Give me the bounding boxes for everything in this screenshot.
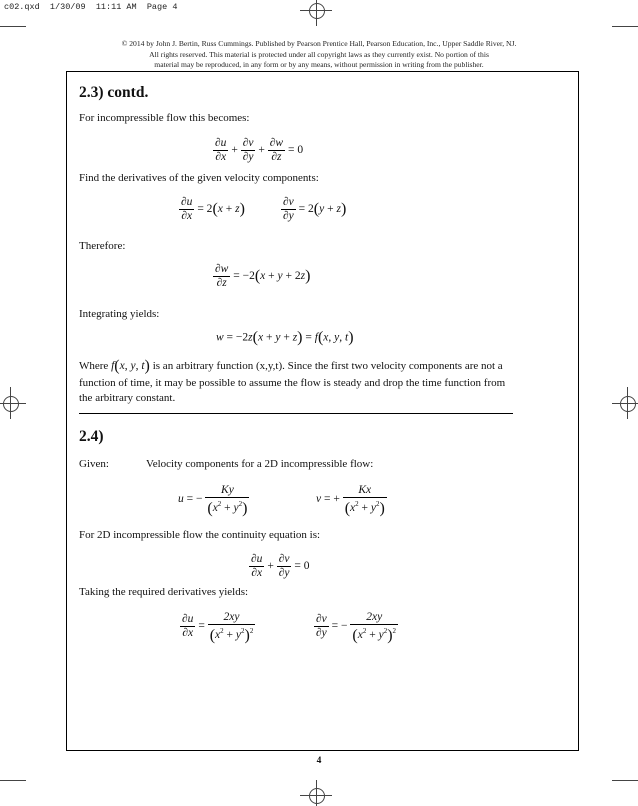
copyright-line: All rights reserved. This material is protected under all copyright laws as they currently exist. No portion of this bbox=[149, 49, 489, 59]
paragraph: Taking the required derivatives yields: bbox=[79, 586, 249, 598]
u-velocity-equation: u = − $\frac{Ky}{(x^2 + y^2)}$ bbox=[178, 484, 248, 517]
copyright-line: © 2014 by John J. Bertin, Russ Cummings. Published by Pearson Prentice Hall, Pearson Education, Inc., Upper Saddle River, NJ. bbox=[121, 39, 517, 48]
registration-mark bbox=[309, 3, 325, 19]
dv-dy-2d-equation: $\frac{\partial v}{\partial y}$ = − $\frac{2xy}{(x^2 + y^2)^2}$ bbox=[316, 611, 397, 644]
dv-dy-equation: $\frac{\partial v}{\partial y}$ = 2(y + z) bbox=[283, 196, 347, 222]
given-label: Given: bbox=[79, 458, 109, 470]
section-heading-2-3: 2.3) contd. bbox=[79, 84, 149, 101]
paragraph: Integrating yields: bbox=[79, 308, 160, 320]
given-text: Velocity components for a 2D incompressible flow: bbox=[146, 458, 374, 470]
2d-continuity-equation: $\frac{\partial u}{\partial x}$ + $\frac{\partial v}{\partial y}$ = 0 bbox=[251, 553, 310, 579]
f-xyt-inline: f(x, y, t) bbox=[111, 357, 150, 375]
paragraph: function of time, it may be possible to assume the flow is steady and drop the time function from bbox=[79, 377, 506, 389]
registration-mark bbox=[620, 396, 636, 412]
where-label: Where bbox=[79, 360, 109, 372]
registration-mark bbox=[309, 788, 325, 804]
where-text: is an arbitrary function (x,y,t). Since the first two velocity components are not a bbox=[152, 360, 503, 372]
page-number: 4 bbox=[316, 756, 322, 766]
v-velocity-equation: v = + $\frac{Kx}{(x^2 + y^2)}$ bbox=[316, 484, 385, 517]
dw-dz-equation: $\frac{\partial w}{\partial z}$ = −2(x + y + 2z) bbox=[215, 263, 311, 289]
crop-mark bbox=[0, 780, 26, 781]
crop-mark bbox=[612, 26, 638, 27]
paragraph: Therefore: bbox=[79, 240, 126, 252]
paragraph: Find the derivatives of the given velocity components: bbox=[79, 172, 319, 184]
paragraph: For 2D incompressible flow the continuity equation is: bbox=[79, 529, 321, 541]
du-dx-2d-equation: $\frac{\partial u}{\partial x}$ = $\frac{2xy}{(x^2 + y^2)^2}$ bbox=[182, 611, 254, 644]
crop-mark bbox=[0, 26, 26, 27]
w-equation: w = −2z(x + y + z) = f(x, y, t) bbox=[216, 329, 354, 346]
paragraph: For incompressible flow this becomes: bbox=[79, 112, 250, 124]
continuity-equation: $\frac{\partial u}{\partial x}$ + $\frac{\partial v}{\partial y}$ + $\frac{\partial w}{\partial z}$ = 0 bbox=[215, 137, 304, 163]
copyright-line: material may be reproduced, in any form or by any means, without permission in writing from the publisher. bbox=[154, 60, 484, 69]
paragraph: the arbitrary constant. bbox=[79, 392, 176, 404]
paragraph bbox=[79, 358, 503, 374]
copyright-notice bbox=[0, 39, 638, 71]
section-heading-2-4: 2.4) bbox=[79, 428, 104, 445]
section-divider bbox=[79, 413, 513, 414]
du-dx-equation: $\frac{\partial u}{\partial x}$ = 2(x + z) bbox=[181, 196, 245, 222]
crop-mark bbox=[612, 780, 638, 781]
print-slug: c02.qxd 1/30/09 11:11 AM Page 4 bbox=[4, 2, 178, 12]
registration-mark bbox=[3, 396, 19, 412]
